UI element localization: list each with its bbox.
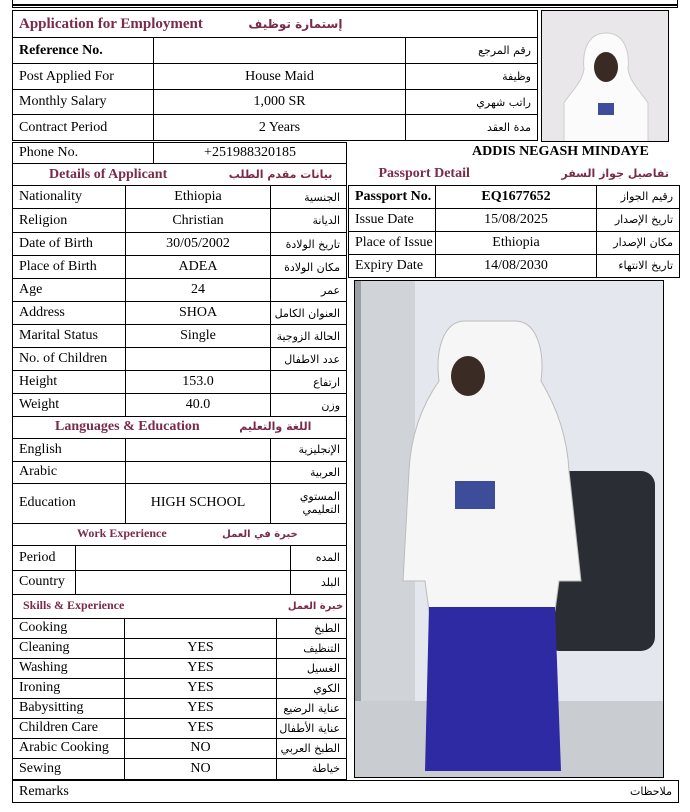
languages-title: Languages & Education (55, 418, 200, 434)
label-post-ar: وظيفة (406, 64, 538, 90)
value-children (126, 348, 271, 371)
label-phone: Phone No. (13, 143, 154, 164)
value-passport-no: EQ1677652 (436, 185, 597, 208)
skills-table (12, 594, 347, 780)
row-weight (13, 394, 347, 417)
row-english (13, 438, 347, 461)
applicant-name: ADDIS NEGASH MINDAYE (472, 144, 649, 159)
label-arabic: Arabic (13, 461, 126, 483)
row-cooking (13, 618, 347, 638)
label-post: Post Applied For (13, 64, 154, 90)
languages-table (12, 416, 347, 524)
row-salary (13, 90, 538, 115)
row-children-care (13, 718, 347, 738)
label-country-ar: البلد (291, 570, 347, 594)
row-contract (13, 115, 538, 141)
remarks-table (12, 780, 679, 803)
label-age-ar: عمر (271, 279, 347, 302)
label-period-ar: المده (291, 545, 347, 570)
row-arabic (13, 461, 347, 483)
languages-title-ar: اللغة والتعليم (239, 419, 312, 433)
row-education (13, 483, 347, 523)
value-children-care: YES (125, 718, 277, 738)
value-expiry: 14/08/2030 (436, 254, 597, 277)
row-marital (13, 325, 347, 348)
row-post (13, 64, 538, 90)
label-country: Country (13, 570, 76, 594)
label-english-ar: الإنجليزية (271, 438, 347, 461)
value-contract: 2 Years (154, 115, 406, 141)
value-education: HIGH SCHOOL (126, 483, 271, 523)
skills-title-ar: خبرة العمل (287, 600, 344, 612)
label-period: Period (13, 545, 76, 570)
label-weight-ar: وزن (271, 394, 347, 417)
label-cleaning: Cleaning (13, 638, 125, 658)
label-contract-ar: مدة العقد (406, 115, 538, 141)
applicant-title: Details of Applicant (49, 166, 168, 182)
label-nationality: Nationality (13, 186, 126, 209)
label-remarks-ar: ملاحظات (346, 781, 679, 803)
label-passport-no: Passport No. (349, 185, 436, 208)
label-salary: Monthly Salary (13, 90, 154, 115)
label-reference-ar: رقم المرجع (406, 38, 538, 64)
value-weight: 40.0 (126, 394, 271, 417)
value-post: House Maid (154, 64, 406, 90)
row-country (13, 570, 347, 594)
value-country (76, 570, 291, 594)
label-children: No. of Children (13, 348, 126, 371)
label-english: English (13, 438, 126, 461)
label-passport-no-ar: رقيم الجواز (597, 185, 680, 208)
value-issue-date: 15/08/2025 (436, 208, 597, 231)
top-rule (12, 4, 678, 6)
label-arabic-ar: العربية (271, 461, 347, 483)
value-reference (154, 38, 406, 64)
applicant-title-ar: بيانات مقدم الطلب (228, 167, 333, 181)
label-cooking: Cooking (13, 618, 125, 638)
label-address-ar: العنوان الكامل (271, 302, 347, 325)
value-age: 24 (126, 279, 271, 302)
label-children-care-ar: عناية الأطفال (277, 718, 347, 738)
row-height (13, 371, 347, 394)
label-expiry: Expiry Date (349, 254, 436, 277)
label-pob-ar: مكان الولادة (271, 256, 347, 279)
value-phone: +251988320185 (154, 143, 347, 164)
label-height-ar: ارتفاع (271, 371, 347, 394)
label-cleaning-ar: التنظيف (277, 638, 347, 658)
value-arabic (126, 461, 271, 483)
row-reference (13, 38, 538, 64)
label-age: Age (13, 279, 126, 302)
label-height: Height (13, 371, 126, 394)
row-period (13, 545, 347, 570)
label-address: Address (13, 302, 126, 325)
label-washing-ar: الغسيل (277, 658, 347, 678)
label-arabic-cooking-ar: الطبخ العربي (277, 738, 347, 758)
label-religion: Religion (13, 209, 126, 233)
value-washing: YES (125, 658, 277, 678)
value-pob: ADEA (126, 256, 271, 279)
row-place-issue (349, 231, 680, 254)
row-arabic-cooking (13, 738, 347, 758)
label-babysitting-ar: عناية الرضيع (277, 698, 347, 718)
label-salary-ar: راتب شهري (406, 90, 538, 115)
passport-title: Passport Detail (378, 165, 470, 181)
value-salary: 1,000 SR (154, 90, 406, 115)
label-ironing: Ironing (13, 678, 125, 698)
passport-table (348, 163, 680, 278)
applicant-table (12, 163, 347, 417)
row-sewing (13, 758, 347, 779)
row-cleaning (13, 638, 347, 658)
label-place-issue: Place of Issue (349, 231, 436, 254)
label-marital-ar: الحالة الزوجية (271, 325, 347, 348)
value-period (76, 545, 291, 570)
label-pob: Place of Birth (13, 256, 126, 279)
full-body-photo (354, 280, 664, 778)
label-weight: Weight (13, 394, 126, 417)
label-cooking-ar: الطبخ (277, 618, 347, 638)
label-education-ar: المستوي التعليمي (271, 483, 347, 523)
form-title-ar: إستمارة توظيف (248, 16, 343, 31)
label-remarks: Remarks (13, 781, 346, 803)
row-dob (13, 233, 347, 256)
label-contract: Contract Period (13, 115, 154, 141)
value-sewing: NO (125, 758, 277, 779)
work-title-ar: خبرة في العمل (222, 528, 298, 540)
label-place-issue-ar: مكان الإصدار (597, 231, 680, 254)
label-dob: Date of Birth (13, 233, 126, 256)
label-nationality-ar: الجنسية (271, 186, 347, 209)
skills-title: Skills & Experience (23, 597, 125, 612)
row-age (13, 279, 347, 302)
label-sewing-ar: خياطة (277, 758, 347, 779)
label-children-care: Children Care (13, 718, 125, 738)
row-nationality (13, 186, 347, 209)
row-issue-date (349, 208, 680, 231)
value-babysitting: YES (125, 698, 277, 718)
label-marital: Marital Status (13, 325, 126, 348)
row-expiry (349, 254, 680, 277)
full-body-illustration (355, 281, 664, 778)
value-ironing: YES (125, 678, 277, 698)
form-title: Application for Employment (19, 15, 203, 32)
value-religion: Christian (126, 209, 271, 233)
row-ironing (13, 678, 347, 698)
value-dob: 30/05/2002 (126, 233, 271, 256)
value-cleaning: YES (125, 638, 277, 658)
label-arabic-cooking: Arabic Cooking (13, 738, 125, 758)
label-washing: Washing (13, 658, 125, 678)
label-reference: Reference No. (13, 38, 154, 64)
label-ironing-ar: الكوي (277, 678, 347, 698)
row-address (13, 302, 347, 325)
label-sewing: Sewing (13, 758, 125, 779)
row-pob (13, 256, 347, 279)
passport-title-ar: تفاصيل جواز السفر (561, 166, 669, 180)
label-education: Education (13, 483, 126, 523)
label-dob-ar: تاريخ الولادة (271, 233, 347, 256)
work-title: Work Experience (77, 525, 167, 540)
value-address: SHOA (126, 302, 271, 325)
phone-table (12, 142, 347, 164)
value-marital: Single (126, 325, 271, 348)
label-issue-date-ar: تاريخ الإصدار (597, 208, 680, 231)
value-nationality: Ethiopia (126, 186, 271, 209)
row-babysitting (13, 698, 347, 718)
label-children-ar: عدد الاطفال (271, 348, 347, 371)
portrait-illustration (542, 11, 669, 142)
row-children (13, 348, 347, 371)
value-english (126, 438, 271, 461)
label-babysitting: Babysitting (13, 698, 125, 718)
row-religion (13, 209, 347, 233)
row-passport-no (349, 185, 680, 208)
label-religion-ar: الديانة (271, 209, 347, 233)
portrait-photo (541, 10, 669, 142)
top-table (12, 10, 538, 141)
value-place-issue: Ethiopia (436, 231, 597, 254)
label-expiry-ar: تاريخ الانتهاء (597, 254, 680, 277)
value-height: 153.0 (126, 371, 271, 394)
row-washing (13, 658, 347, 678)
value-arabic-cooking: NO (125, 738, 277, 758)
value-cooking (125, 618, 277, 638)
label-issue-date: Issue Date (349, 208, 436, 231)
work-table (12, 523, 347, 595)
